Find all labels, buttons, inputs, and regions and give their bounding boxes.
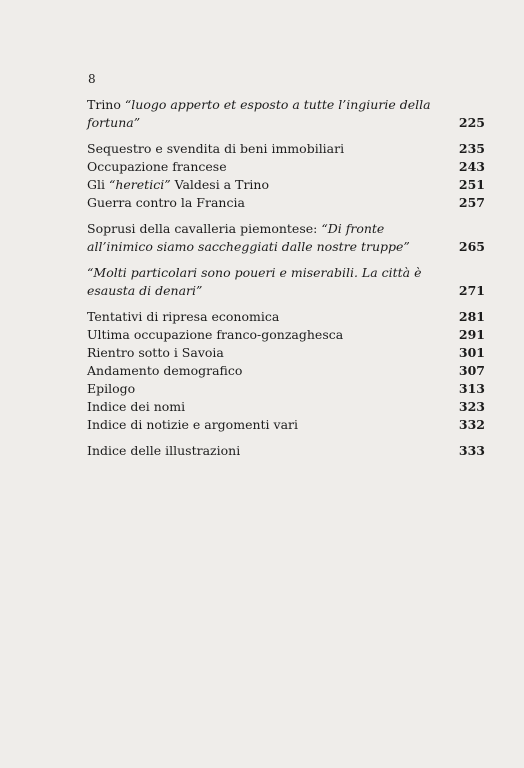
toc-entry-page: 332 [458, 417, 485, 432]
toc-entry-page: 307 [458, 363, 485, 378]
toc-entry [87, 380, 485, 398]
toc-entry [87, 326, 485, 344]
toc-entry-title: Soprusi della cavalleria piemontese: “Di fronte all’inimico siamo saccheggiati dalle nostre truppe” [87, 221, 410, 254]
table-of-contents [87, 96, 485, 460]
toc-entry [87, 176, 485, 194]
toc-entry-page: 291 [458, 327, 485, 342]
toc-entry [87, 362, 485, 380]
toc-entry-page: 271 [458, 283, 485, 298]
toc-entry-page: 225 [458, 115, 485, 130]
toc-entry-title: Indice dei nomi [87, 399, 186, 414]
toc-entry [87, 96, 485, 132]
toc-entry-title: Rientro sotto i Savoia [87, 345, 224, 360]
toc-entry-title: “Molti particolari sono poueri e miserabili. La città è esausta di denari” [87, 265, 422, 298]
toc-entry [87, 308, 485, 326]
toc-entry-title: Sequestro e svendita di beni immobiliari [87, 141, 345, 156]
toc-entry-title: Andamento demografico [87, 363, 243, 378]
toc-entry-title: Indice di notizie e argomenti vari [87, 417, 298, 432]
toc-entry-page: 251 [458, 177, 485, 192]
toc-entry [87, 398, 485, 416]
toc-entry-page: 281 [458, 309, 485, 324]
toc-entry [87, 194, 485, 212]
toc-entry-title: Epilogo [87, 381, 136, 396]
page-number: 8 [88, 72, 96, 86]
toc-entry [87, 158, 485, 176]
toc-entry-title: Indice delle illustrazioni [87, 443, 241, 458]
toc-entry-page: 333 [458, 443, 485, 458]
toc-entry [87, 220, 485, 256]
toc-entry-page: 301 [458, 345, 485, 360]
toc-entry [87, 416, 485, 434]
toc-entry-title: Guerra contro la Francia [87, 195, 245, 210]
toc-entry-title: Occupazione francese [87, 159, 227, 174]
toc-entry-title: Gli “heretici” Valdesi a Trino [87, 177, 269, 192]
toc-entry [87, 344, 485, 362]
toc-entry-page: 243 [458, 159, 485, 174]
toc-entry-page: 265 [458, 239, 485, 254]
toc-entry [87, 442, 485, 460]
toc-entry-title: Trino “luogo apperto et esposto a tutte l’ingiurie della fortuna” [87, 97, 431, 130]
toc-entry-page: 257 [458, 195, 485, 210]
toc-entry [87, 264, 485, 300]
toc-entry [87, 140, 485, 158]
toc-entry-page: 235 [458, 141, 485, 156]
toc-entry-page: 313 [458, 381, 485, 396]
toc-entry-page: 323 [458, 399, 485, 414]
toc-entry-title: Ultima occupazione franco-gonzaghesca [87, 327, 344, 342]
toc-entry-title: Tentativi di ripresa economica [87, 309, 280, 324]
